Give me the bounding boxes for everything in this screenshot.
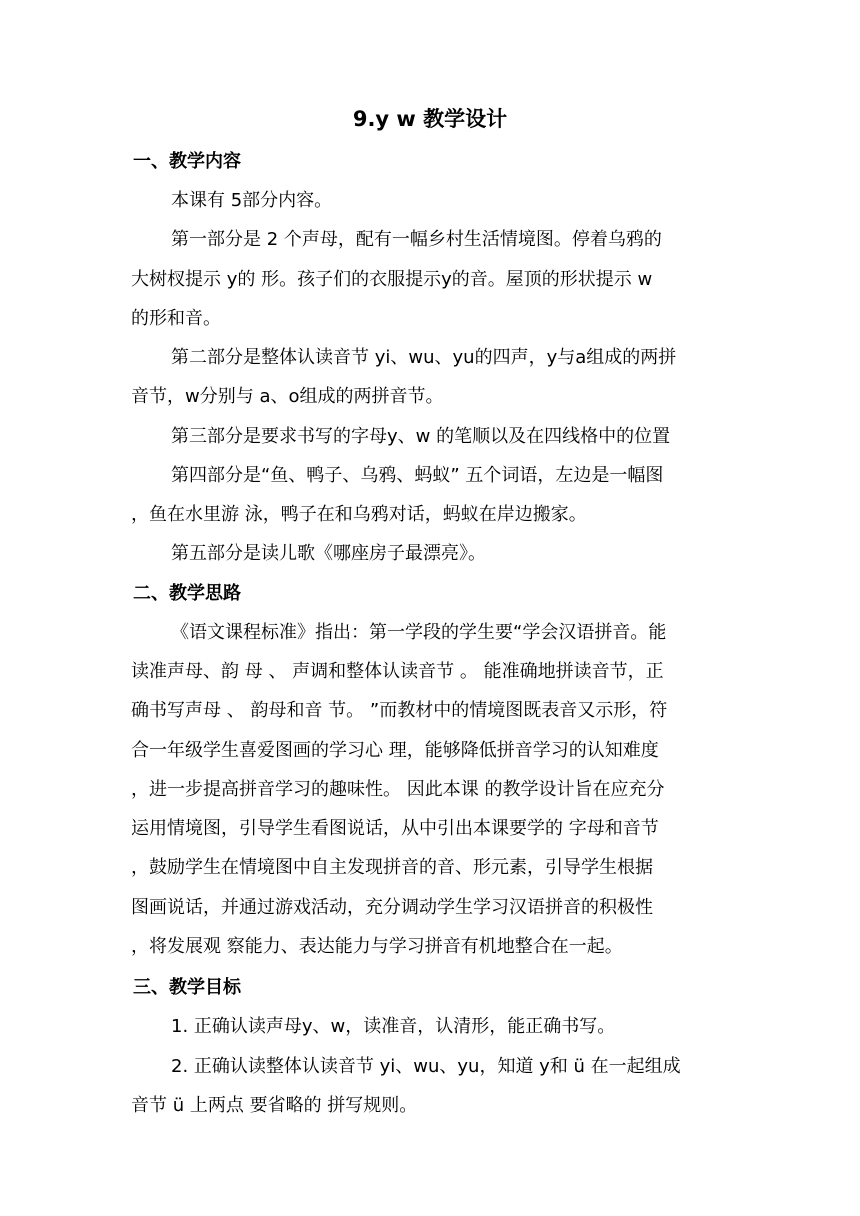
paragraph-line: 1. 正确认读声母y、w，读准音，认清形，能正确书写。 [171, 1016, 616, 1037]
paragraph-line: 读准声母、韵 母 、 声调和整体认读音节 。 能准确地拼读音节，正 [131, 661, 664, 682]
paragraph-line: 运用情境图，引导学生看图说话，从中引出本课要学的 字母和音节 [131, 818, 659, 839]
section-heading-objectives: 三、教学目标 [133, 977, 241, 998]
paragraph-line: 本课有 5部分内容。 [171, 190, 333, 211]
section-heading-content: 一、教学内容 [133, 151, 241, 172]
paragraph-line: ，将发展观 察能力、表达能力与学习拼音有机地整合在一起。 [131, 936, 623, 957]
paragraph-line: 大树杈提示 y的 形。孩子们的衣服提示y的音。屋顶的形状提示 w [131, 269, 653, 290]
document-title: 9.y w 教学设计 [352, 107, 508, 131]
paragraph-line: 第二部分是整体认读音节 yi、wu、yu的四声，y与a组成的两拼 [171, 347, 677, 368]
paragraph-line: 图画说话，并通过游戏活动，充分调动学生学习汉语拼音的积极性 [131, 897, 653, 918]
paragraph-line: 合一年级学生喜爱图画的学习心 理，能够降低拼音学习的认知难度 [131, 740, 659, 761]
paragraph-line: 第四部分是“鱼、鸭子、乌鸦、蚂蚁” 五个词语，左边是一幅图 [171, 465, 664, 486]
paragraph-line: 音节，w分别与 a、o组成的两拼音节。 [131, 386, 444, 407]
paragraph-line: 第一部分是 2 个声母，配有一幅乡村生活情境图。停着乌鸦的 [171, 229, 662, 250]
paragraph-line: ，进一步提高拼音学习的趣味性。 因此本课 的教学设计旨在应充分 [131, 779, 665, 800]
paragraph-line: ，鱼在水里游 泳，鸭子在和乌鸦对话，蚂蚁在岸边搬家。 [131, 504, 587, 525]
paragraph-line: ，鼓励学生在情境图中自主发现拼音的音、形元素，引导学生根据 [131, 857, 653, 878]
section-heading-approach: 二、教学思路 [133, 583, 241, 604]
paragraph-line: 2. 正确认读整体认读音节 yi、wu、yu，知道 y和 ü 在一起组成 [171, 1056, 681, 1077]
paragraph-line: 的形和音。 [131, 308, 221, 329]
paragraph-line: 《语文课程标准》指出：第一学段的学生要“学会汉语拼音。能 [171, 622, 667, 643]
paragraph-line: 第三部分是要求书写的字母y、w 的笔顺以及在四线格中的位置 [171, 426, 671, 447]
paragraph-line: 音节 ü 上两点 要省略的 拼写规则。 [131, 1095, 418, 1116]
paragraph-line: 第五部分是读儿歌《哪座房子最漂亮》。 [171, 543, 486, 564]
paragraph-line: 确书写声母 、 韵母和音 节。 ”而教材中的情境图既表音又示形，符 [131, 700, 668, 721]
